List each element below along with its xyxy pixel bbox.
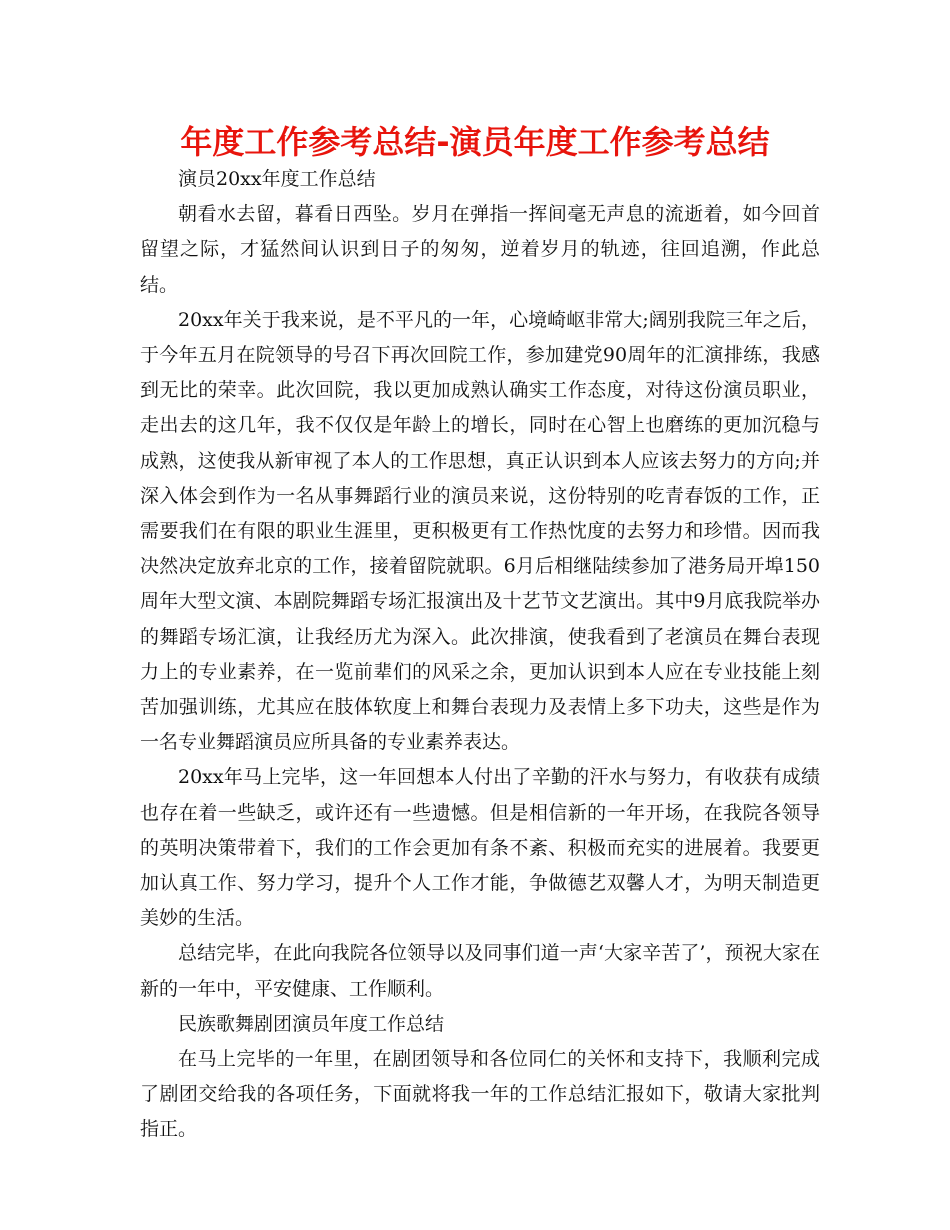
paragraph: 朝看水去留，暮看日西坠。岁月在弹指一挥间毫无声息的流逝着，如今回首留望之际，才猛然间认识到日子的匆匆，逆着岁月的轨迹，往回追溯，作此总结。 — [140, 203, 820, 296]
paragraph: 在马上完毕的一年里，在剧团领导和各位同仁的关怀和支持下，我顺利完成了剧团交给我的各项任务，下面就将我一年的工作总结汇报如下，敬请大家批判指正。 — [140, 1048, 820, 1141]
section-heading: 民族歌舞剧团演员年度工作总结 — [178, 1012, 445, 1035]
document-body — [140, 162, 820, 1148]
document-title: 年度工作参考总结-演员年度工作参考总结 — [180, 123, 770, 161]
paragraph: 20xx年关于我来说，是不平凡的一年，心境崎岖非常大;阔别我院三年之后，于今年五月在院领导的号召下再次回院工作，参加建党90周年的汇演排练，我感到无比的荣幸。此次回院，我以更加成熟认确实工作态度，对待这份演员职业，走出去的这几年，我不仅仅是年龄上的增长，同时在心智上也磨练的更加沉稳与成熟，这使我从新审视了本人的工作思想，真正认识到本人应该去努力的方向;并深入体会到作为一名从事舞蹈行业的演员来说，这份特别的吃青春饭的工作，正需要我们在有限的职业生涯里，更积极更有工作热忱度的去努力和珍惜。因而我决然决定放弃北京的工作，接着留院就职。6月后相继陆续参加了港务局开埠150周年大型文演、本剧院舞蹈专场汇报演出及十艺节文艺演出。其中9月底我院举办的舞蹈专场汇演，让我经历尤为深入。此次排演，使我看到了老演员在舞台表现力上的专业素养，在一览前辈们的风采之余，更加认识到本人应在专业技能上刻苦加强训练，尤其应在肢体软度上和舞台表现力及表情上多下功夫，这些是作为一名专业舞蹈演员应所具备的专业素养表达。 — [140, 308, 820, 754]
paragraph: 总结完毕，在此向我院各位领导以及同事们道一声‘大家辛苦了’，预祝大家在新的一年中，平安健康、工作顺利。 — [140, 942, 820, 1000]
paragraph: 20xx年马上完毕，这一年回想本人付出了辛勤的汗水与努力，有收获有成绩也存在着一些缺乏，或许还有一些遗憾。但是相信新的一年开场，在我院各领导的英明决策带着下，我们的工作会更加有条不紊、积极而充实的进展着。我要更加认真工作、努力学习，提升个人工作才能，争做德艺双馨人才，为明天制造更美妙的生活。 — [140, 766, 820, 930]
section-heading: 演员20xx年度工作总结 — [178, 168, 376, 190]
